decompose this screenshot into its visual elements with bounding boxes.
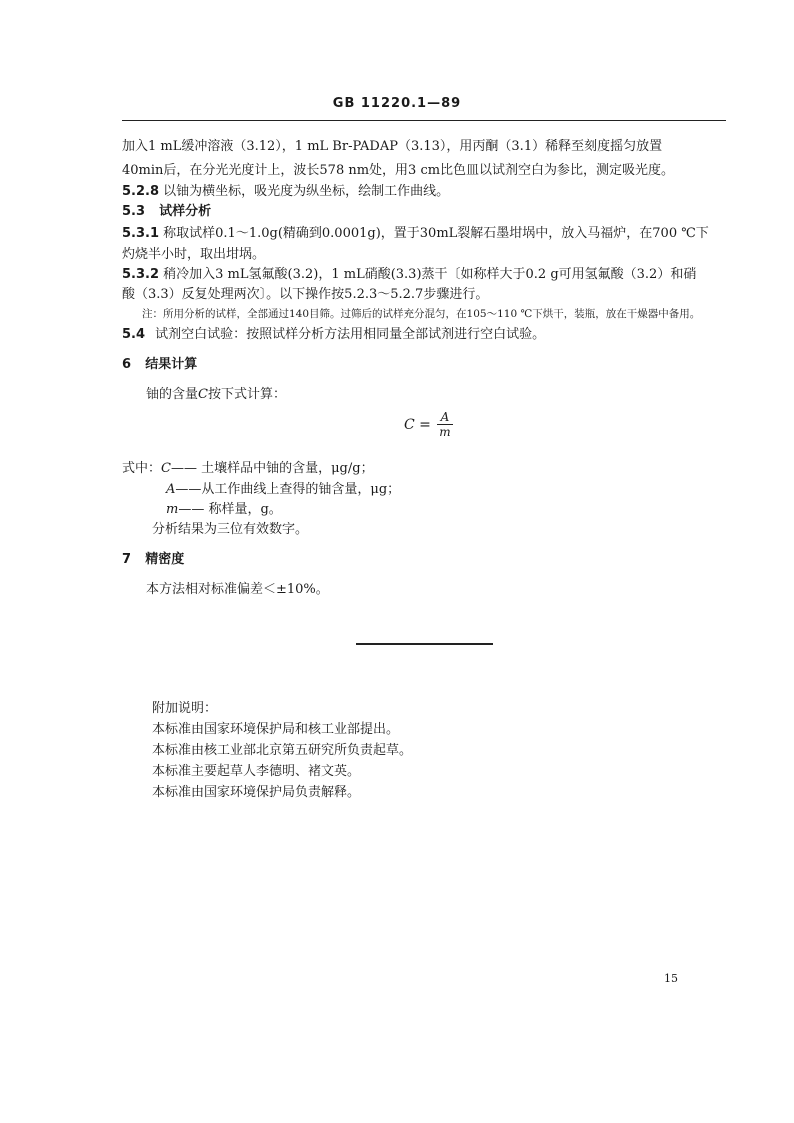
body-line: 加入1 mL缓冲溶液（3.12），1 mL Br-PADAP（3.13），用丙酮（3.1）稀释至刻度摇匀放置 <box>122 139 663 154</box>
item-text: 试剂空白试验：按照试样分析方法用相同量全部试剂进行空白试验。 <box>155 327 546 342</box>
note-item: 本标准由国家环境保护局和核工业部提出。 <box>152 722 400 737</box>
precision-text: 本方法相对标准偏差＜±10%。 <box>146 582 329 597</box>
section-divider <box>356 643 493 645</box>
page-number: 15 <box>664 972 678 985</box>
item-5-3-1 <box>122 225 709 243</box>
section-number: 5.3.1 <box>122 226 160 241</box>
symbol-c: C <box>198 387 208 402</box>
formula-intro: 铀的含量C按下式计算： <box>146 387 286 402</box>
item-text: 稍冷加入3 mL氢氟酸(3.2)，1 mL硝酸(3.3)蒸干〔如称样大于0.2 g可用氢氟酸（3.2）和硝 <box>163 267 697 282</box>
formula-fraction <box>437 410 453 439</box>
body-line: 酸（3.3）反复处理两次〕。以下操作按5.2.3～5.2.7步骤进行。 <box>122 287 489 302</box>
section-number: 5.3.2 <box>122 267 160 282</box>
section-number: 6 <box>122 357 132 372</box>
item-text: 称取试样0.1～1.0g(精确到0.0001g)，置于30mL裂解石墨坩埚中，放入马福炉，在700 ℃下 <box>163 226 709 241</box>
formula-denominator: m <box>439 425 451 439</box>
notes-title: 附加说明： <box>152 701 218 716</box>
note-item: 本标准由核工业部北京第五研究所负责起草。 <box>152 743 413 758</box>
definition-c: 式中：C—— 土壤样品中铀的含量，μg/g； <box>122 461 374 476</box>
section-number: 5.3 <box>122 204 146 219</box>
section-number: 5.2.8 <box>122 184 160 199</box>
note-item: 本标准主要起草人李德明、褚文英。 <box>152 764 361 779</box>
definition-a: A——从工作曲线上查得的铀含量，μg； <box>166 482 401 497</box>
item-5-2-8 <box>122 183 449 201</box>
standard-code-header: GB 11220.1—89 <box>332 96 462 111</box>
item-5-4 <box>122 326 545 344</box>
formula-lhs: C = <box>404 416 431 433</box>
heading-7 <box>122 551 184 569</box>
uranium-content-formula <box>404 410 453 439</box>
note-item: 本标准由国家环境保护局负责解释。 <box>152 785 361 800</box>
body-line: 灼烧半小时，取出坩埚。 <box>122 247 266 262</box>
formula-numerator: A <box>440 410 450 424</box>
heading-5-3 <box>122 203 211 221</box>
heading-6 <box>122 356 197 374</box>
note-line: 注：所用分析的试样，全部通过140目筛。过筛后的试样充分混匀，在105～110 ℃下烘干，装瓶，放在干燥器中备用。 <box>142 308 701 320</box>
body-line: 40min后，在分光光度计上，波长578 nm处，用3 cm比色皿以试剂空白为参比，测定吸光度。 <box>122 163 675 178</box>
significant-digits-note: 分析结果为三位有效数字。 <box>152 522 309 537</box>
definition-m: m—— 称样量，g。 <box>166 502 282 517</box>
section-number: 7 <box>122 552 132 567</box>
section-title: 试样分析 <box>159 204 212 219</box>
item-text: 以铀为横坐标，吸光度为纵坐标，绘制工作曲线。 <box>163 184 450 199</box>
header-rule <box>122 120 726 121</box>
section-title: 结果计算 <box>145 357 198 372</box>
section-title: 精密度 <box>145 552 185 567</box>
item-5-3-2 <box>122 266 696 284</box>
section-number: 5.4 <box>122 327 146 342</box>
